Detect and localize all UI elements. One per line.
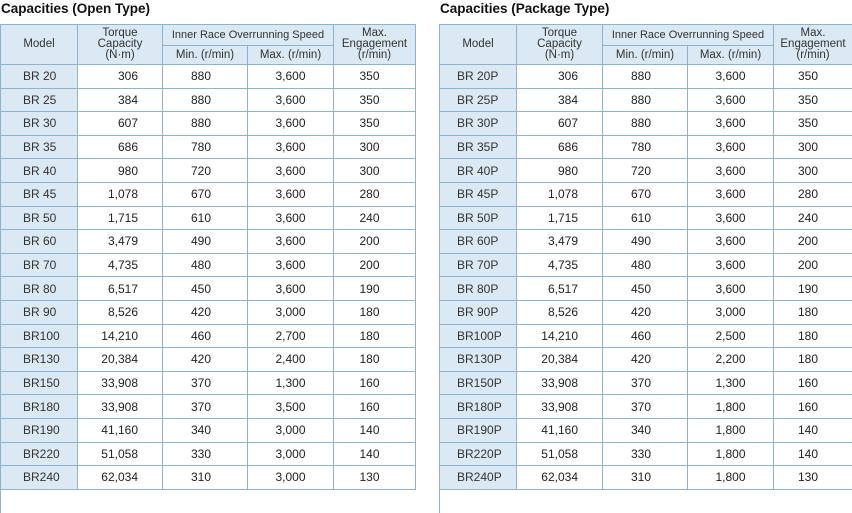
cell-min-speed: 880 <box>163 89 248 113</box>
cell-max-engagement: 350 <box>774 112 852 136</box>
cell-max-speed: 2,700 <box>248 325 334 349</box>
cell-min-speed: 880 <box>603 89 688 113</box>
cell-min-speed: 670 <box>163 183 248 207</box>
cell-max-speed: 3,600 <box>248 207 334 231</box>
cell-max-speed: 3,600 <box>688 136 774 160</box>
cell-max-engagement: 350 <box>334 89 416 113</box>
cell-max-speed: 3,600 <box>248 89 334 113</box>
cell-max-speed: 3,600 <box>688 254 774 278</box>
cell-model: BR 35 <box>1 136 78 160</box>
header-max-speed: Max. (r/min) <box>688 46 774 65</box>
cell-model: BR 25P <box>440 89 517 113</box>
cell-max-engagement: 200 <box>774 254 852 278</box>
cell-min-speed: 330 <box>603 443 688 467</box>
cell-torque-capacity: 1,715 <box>78 207 163 231</box>
cell-model: BR100P <box>440 325 517 349</box>
cell-min-speed: 880 <box>603 112 688 136</box>
cell-max-speed: 2,400 <box>248 348 334 372</box>
cell-model: BR 30 <box>1 112 78 136</box>
open-type-panel <box>0 0 415 485</box>
cell-max-engagement: 300 <box>774 159 852 183</box>
cell-model: BR100 <box>1 325 78 349</box>
cell-model: BR 30P <box>440 112 517 136</box>
cell-max-speed: 3,600 <box>688 65 774 89</box>
cell-max-speed: 3,600 <box>688 112 774 136</box>
cell-min-speed: 880 <box>163 112 248 136</box>
cell-max-speed: 3,600 <box>688 207 774 231</box>
cell-model: BR 45P <box>440 183 517 207</box>
cell-max-speed: 3,600 <box>248 183 334 207</box>
cell-torque-capacity: 4,735 <box>78 254 163 278</box>
cell-model: BR 50P <box>440 207 517 231</box>
cell-torque-capacity: 51,058 <box>517 443 603 467</box>
cell-max-engagement: 140 <box>774 419 852 443</box>
cell-max-speed: 3,600 <box>248 112 334 136</box>
cell-max-speed: 1,800 <box>688 419 774 443</box>
cell-max-engagement: 190 <box>774 277 852 301</box>
cell-torque-capacity: 980 <box>517 159 603 183</box>
cell-torque-capacity: 384 <box>78 89 163 113</box>
cell-max-engagement: 350 <box>334 65 416 89</box>
cell-min-speed: 880 <box>163 65 248 89</box>
cell-max-speed: 3,000 <box>248 301 334 325</box>
cell-min-speed: 420 <box>163 348 248 372</box>
cell-torque-capacity: 384 <box>517 89 603 113</box>
header-torque-line: (N·m) <box>105 49 135 61</box>
cell-torque-capacity: 686 <box>517 136 603 160</box>
cell-model: BR 60P <box>440 230 517 254</box>
cell-torque-capacity: 6,517 <box>78 277 163 301</box>
cell-max-engagement: 160 <box>774 372 852 396</box>
cell-max-speed: 3,600 <box>248 230 334 254</box>
cell-model: BR 35P <box>440 136 517 160</box>
cell-max-speed: 3,600 <box>688 183 774 207</box>
cell-min-speed: 450 <box>163 277 248 301</box>
cell-max-engagement: 180 <box>334 348 416 372</box>
cell-min-speed: 720 <box>163 159 248 183</box>
cell-model: BR190 <box>1 419 78 443</box>
cell-min-speed: 460 <box>603 325 688 349</box>
package-type-title: Capacities (Package Type) <box>440 1 610 16</box>
cell-torque-capacity: 306 <box>517 65 603 89</box>
header-min-speed: Min. (r/min) <box>163 46 248 65</box>
header-max-engagement <box>774 25 852 65</box>
cell-max-engagement: 240 <box>334 207 416 231</box>
cell-max-engagement: 140 <box>774 443 852 467</box>
cell-max-engagement: 180 <box>334 325 416 349</box>
cell-torque-capacity: 306 <box>78 65 163 89</box>
cell-max-engagement: 280 <box>334 183 416 207</box>
cell-torque-capacity: 51,058 <box>78 443 163 467</box>
cell-model: BR 45 <box>1 183 78 207</box>
cell-torque-capacity: 980 <box>78 159 163 183</box>
package-type-panel <box>439 0 852 485</box>
cell-model: BR130 <box>1 348 78 372</box>
cell-max-engagement: 180 <box>774 301 852 325</box>
header-torque-line: Torque <box>541 27 578 39</box>
cell-torque-capacity: 3,479 <box>517 230 603 254</box>
header-model: Model <box>440 25 517 65</box>
header-overrunning-speed: Inner Race Overrunning Speed <box>603 25 774 46</box>
cell-model: BR 60 <box>1 230 78 254</box>
cell-max-engagement: 300 <box>334 159 416 183</box>
cell-model: BR220 <box>1 443 78 467</box>
cell-min-speed: 610 <box>163 207 248 231</box>
cell-model: BR 20P <box>440 65 517 89</box>
cell-torque-capacity: 20,384 <box>78 348 163 372</box>
cell-model: BR130P <box>440 348 517 372</box>
cell-max-engagement: 130 <box>774 466 852 490</box>
header-engagement-line: Max. <box>362 27 387 39</box>
header-min-speed: Min. (r/min) <box>603 46 688 65</box>
cell-min-speed: 370 <box>603 372 688 396</box>
cell-min-speed: 490 <box>163 230 248 254</box>
cell-min-speed: 480 <box>163 254 248 278</box>
cell-model: BR190P <box>440 419 517 443</box>
cell-max-engagement: 350 <box>774 89 852 113</box>
cell-min-speed: 340 <box>163 419 248 443</box>
cell-min-speed: 460 <box>163 325 248 349</box>
cell-max-speed: 3,000 <box>248 443 334 467</box>
cell-max-speed: 3,600 <box>688 89 774 113</box>
cell-torque-capacity: 14,210 <box>517 325 603 349</box>
cell-torque-capacity: 62,034 <box>78 466 163 490</box>
cell-min-speed: 340 <box>603 419 688 443</box>
header-torque-line: (N·m) <box>544 49 575 61</box>
cell-max-speed: 3,000 <box>248 466 334 490</box>
cell-torque-capacity: 1,715 <box>517 207 603 231</box>
cell-torque-capacity: 41,160 <box>517 419 603 443</box>
cell-min-speed: 420 <box>603 348 688 372</box>
cell-min-speed: 670 <box>603 183 688 207</box>
cell-torque-capacity: 14,210 <box>78 325 163 349</box>
cell-max-speed: 2,200 <box>688 348 774 372</box>
header-torque-capacity <box>517 25 603 65</box>
header-engagement-line: (r/min) <box>357 49 392 61</box>
cell-model: BR150P <box>440 372 517 396</box>
cell-min-speed: 330 <box>163 443 248 467</box>
cell-torque-capacity: 8,526 <box>78 301 163 325</box>
cell-model: BR 40P <box>440 159 517 183</box>
cell-model: BR 40 <box>1 159 78 183</box>
cell-model: BR 50 <box>1 207 78 231</box>
cell-max-engagement: 200 <box>774 230 852 254</box>
cell-torque-capacity: 33,908 <box>517 372 603 396</box>
cell-max-speed: 3,500 <box>248 395 334 419</box>
cell-torque-capacity: 4,735 <box>517 254 603 278</box>
header-torque-line: Capacity <box>537 38 582 50</box>
cell-max-speed: 3,600 <box>248 65 334 89</box>
cell-model: BR240 <box>1 466 78 490</box>
cell-max-engagement: 240 <box>774 207 852 231</box>
cell-max-engagement: 130 <box>334 466 416 490</box>
cell-torque-capacity: 62,034 <box>517 466 603 490</box>
cell-min-speed: 370 <box>163 372 248 396</box>
cell-max-engagement: 280 <box>774 183 852 207</box>
cell-min-speed: 720 <box>603 159 688 183</box>
header-torque-line: Torque <box>102 27 138 39</box>
cell-min-speed: 370 <box>163 395 248 419</box>
cell-torque-capacity: 8,526 <box>517 301 603 325</box>
cell-min-speed: 420 <box>163 301 248 325</box>
cell-torque-capacity: 607 <box>78 112 163 136</box>
cell-torque-capacity: 33,908 <box>517 395 603 419</box>
cell-max-speed: 3,000 <box>248 419 334 443</box>
header-model: Model <box>1 25 78 65</box>
cell-max-speed: 3,600 <box>248 254 334 278</box>
cell-max-speed: 3,600 <box>688 230 774 254</box>
cell-model: BR 70P <box>440 254 517 278</box>
header-torque-capacity <box>78 25 163 65</box>
cell-min-speed: 310 <box>163 466 248 490</box>
cell-min-speed: 450 <box>603 277 688 301</box>
header-max-speed: Max. (r/min) <box>248 46 334 65</box>
cell-model: BR180P <box>440 395 517 419</box>
cell-max-speed: 3,600 <box>248 159 334 183</box>
cell-min-speed: 420 <box>603 301 688 325</box>
cell-max-engagement: 300 <box>334 136 416 160</box>
cell-torque-capacity: 6,517 <box>517 277 603 301</box>
cell-torque-capacity: 1,078 <box>517 183 603 207</box>
header-overrunning-speed: Inner Race Overrunning Speed <box>163 25 334 46</box>
cell-max-speed: 3,600 <box>248 277 334 301</box>
cell-torque-capacity: 33,908 <box>78 372 163 396</box>
cell-torque-capacity: 33,908 <box>78 395 163 419</box>
cell-max-engagement: 180 <box>774 325 852 349</box>
header-max-engagement <box>334 25 416 65</box>
cell-model: BR240P <box>440 466 517 490</box>
cell-model: BR 25 <box>1 89 78 113</box>
cell-max-speed: 2,500 <box>688 325 774 349</box>
cell-max-engagement: 140 <box>334 443 416 467</box>
cell-min-speed: 780 <box>603 136 688 160</box>
cell-max-speed: 1,800 <box>688 395 774 419</box>
cell-torque-capacity: 3,479 <box>78 230 163 254</box>
cell-min-speed: 880 <box>603 65 688 89</box>
header-engagement-line: Engagement <box>780 38 846 50</box>
header-engagement-line: (r/min) <box>796 49 830 61</box>
cell-model: BR 90 <box>1 301 78 325</box>
cell-max-engagement: 160 <box>334 372 416 396</box>
open-type-title: Capacities (Open Type) <box>1 1 151 16</box>
cell-min-speed: 610 <box>603 207 688 231</box>
cell-max-engagement: 160 <box>774 395 852 419</box>
cell-max-engagement: 300 <box>774 136 852 160</box>
header-torque-line: Capacity <box>97 38 143 50</box>
cell-torque-capacity: 20,384 <box>517 348 603 372</box>
cell-min-speed: 480 <box>603 254 688 278</box>
cell-torque-capacity: 607 <box>517 112 603 136</box>
cell-max-speed: 3,600 <box>248 136 334 160</box>
cell-max-engagement: 350 <box>334 112 416 136</box>
cell-max-speed: 1,300 <box>688 372 774 396</box>
cell-max-speed: 1,300 <box>248 372 334 396</box>
header-engagement-line: Max. <box>800 27 826 39</box>
cell-max-speed: 3,600 <box>688 159 774 183</box>
cell-max-engagement: 200 <box>334 254 416 278</box>
cell-model: BR150 <box>1 372 78 396</box>
cell-max-engagement: 140 <box>334 419 416 443</box>
cell-torque-capacity: 1,078 <box>78 183 163 207</box>
cell-max-engagement: 190 <box>334 277 416 301</box>
cell-max-speed: 3,600 <box>688 277 774 301</box>
cell-torque-capacity: 686 <box>78 136 163 160</box>
cell-torque-capacity: 41,160 <box>78 419 163 443</box>
cell-max-speed: 1,800 <box>688 443 774 467</box>
cell-max-speed: 1,800 <box>688 466 774 490</box>
cell-min-speed: 780 <box>163 136 248 160</box>
cell-model: BR220P <box>440 443 517 467</box>
cell-model: BR180 <box>1 395 78 419</box>
cell-model: BR 20 <box>1 65 78 89</box>
cell-max-engagement: 160 <box>334 395 416 419</box>
header-engagement-line: Engagement <box>341 38 408 50</box>
cell-min-speed: 490 <box>603 230 688 254</box>
cell-max-engagement: 180 <box>334 301 416 325</box>
cell-min-speed: 370 <box>603 395 688 419</box>
cell-max-engagement: 350 <box>774 65 852 89</box>
cell-max-speed: 3,000 <box>688 301 774 325</box>
cell-model: BR 80 <box>1 277 78 301</box>
cell-model: BR 80P <box>440 277 517 301</box>
cell-max-engagement: 200 <box>334 230 416 254</box>
cell-model: BR 70 <box>1 254 78 278</box>
cell-model: BR 90P <box>440 301 517 325</box>
cell-min-speed: 310 <box>603 466 688 490</box>
cell-max-engagement: 180 <box>774 348 852 372</box>
